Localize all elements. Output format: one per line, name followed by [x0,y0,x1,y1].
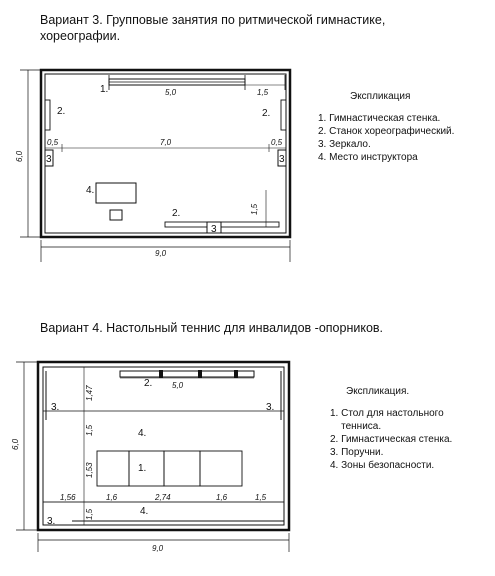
dim-top-span: 5,0 [172,381,184,390]
dim-h1: 1,56 [60,493,76,502]
variant3-legend-item: 2. Станок хореографический. [318,126,455,137]
rail-bottom-left-label: 3. [47,516,56,527]
variant4-title: Вариант 4. Настольный теннис для инвалидов -опорников. [40,321,384,335]
dim-v1: 1,47 [85,385,94,401]
wall-bars-label: 2. [144,378,153,389]
tennis-table [200,451,242,486]
variant4-legend-item: 2. Гимнастическая стенка. [330,434,453,445]
dim-left-small: 0,5 [47,138,59,147]
bottom-barre-label: 2. [172,208,181,219]
wall-bars [120,371,254,377]
variant4-legend-title: Экспликация. [346,386,410,397]
rail-left-label: 3. [51,402,60,413]
dim-right-small: 0,5 [271,138,283,147]
left-mirror-label: 3 [46,154,52,165]
dim-mid-span: 7,0 [160,138,172,147]
zone-top-label: 4. [138,428,147,439]
dim-top-span: 5,0 [165,88,177,97]
variant4-legend-item: 1. Стол для настольного тенниса. [330,408,444,432]
variant4-legend-item: 3. Поручни. [330,447,384,458]
room-outer-wall [38,362,289,530]
dim-h4: 1,6 [216,493,228,502]
variant4-legend [330,385,490,472]
right-mirror-label: 3 [279,154,285,165]
variant3-legend-item: 4. Место инструктора [318,152,418,163]
right-barre-label: 2. [262,108,271,119]
dim-h3: 2,74 [155,493,171,502]
dim-height: 6,0 [11,438,20,450]
tennis-table [164,451,200,486]
tennis-table-label: 1. [138,463,147,474]
dim-width: 9,0 [152,544,164,553]
dim-top-right: 1,5 [257,88,269,97]
variant3-title: Вариант 3. Групповые занятия по ритмической гимнастике, хореографии. [40,13,386,43]
dim-v2: 1,5 [85,424,94,436]
dim-right-vertical: 1,5 [250,203,259,215]
variant3-legend-item: 3. Зеркало. [318,139,371,150]
zone-bottom-label: 4. [140,506,149,517]
rail-right-label: 3. [266,402,275,413]
variant4-legend-item: 4. Зоны безопасности. [330,460,435,471]
left-barre-label: 2. [57,106,66,117]
instructor-label: 4. [86,185,95,196]
dim-v3: 1,53 [85,462,94,478]
wall-bars-post [234,370,238,378]
tennis-table [129,451,164,486]
wall-bars-post [198,370,202,378]
variant3-legend-title: Экспликация [350,91,411,102]
dim-v4: 1,5 [85,508,94,520]
variant3-legend-item: 1. Гимнастическая стенка. [318,113,441,124]
wall-bars-label: 1. [100,84,109,95]
dim-h2: 1,6 [106,493,118,502]
dim-height: 6,0 [15,150,24,162]
dim-h5: 1,5 [255,493,267,502]
bottom-mirror-label: 3 [211,224,217,235]
dim-width: 9,0 [155,249,167,258]
tennis-table [97,451,129,486]
wall-bars-post [159,370,163,378]
